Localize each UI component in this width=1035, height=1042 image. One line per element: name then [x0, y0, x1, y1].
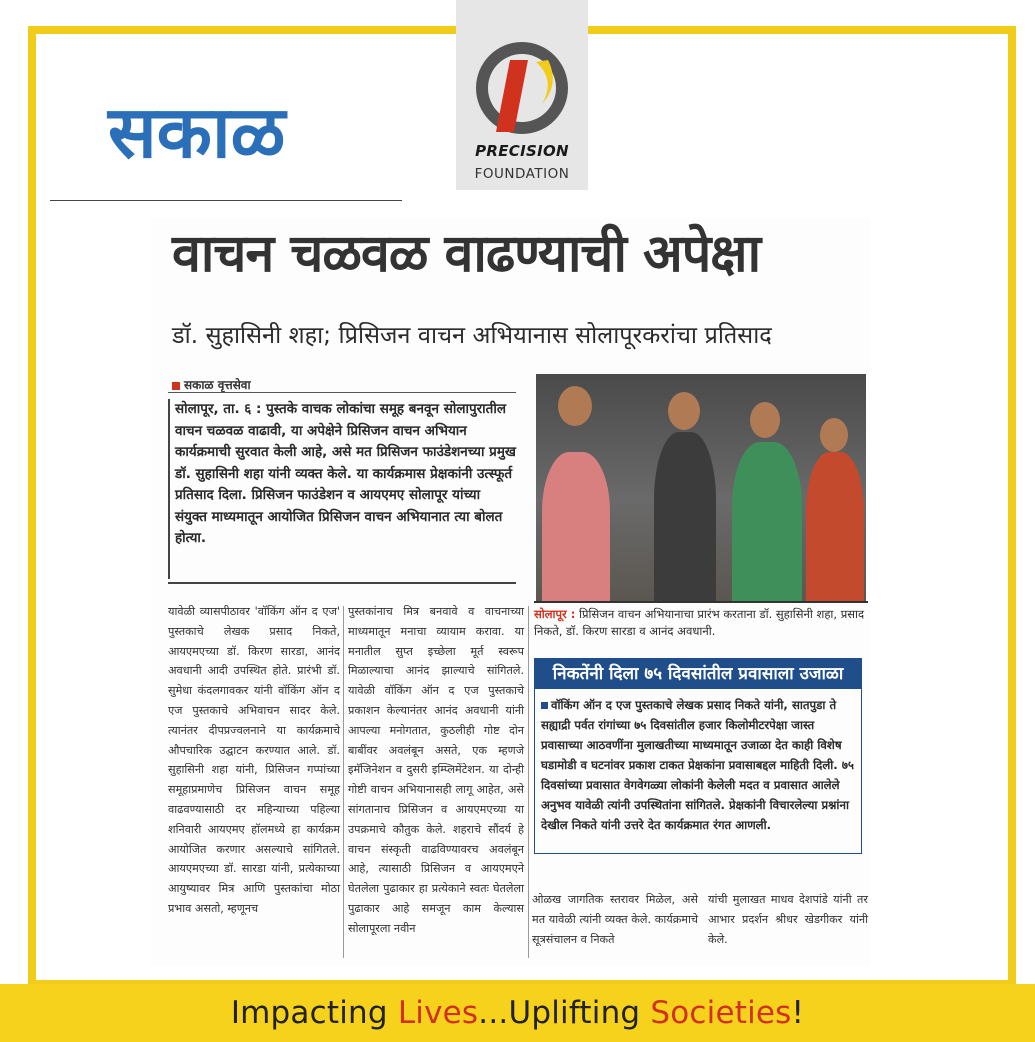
newspaper-clipping: [150, 218, 870, 966]
lead-rule: [168, 582, 516, 584]
tagline-highlight-lives: Lives: [397, 995, 479, 1031]
article-column-4: यांची मुलाखत माधव देशपांडे यांनी तर आभार प्रदर्शन श्रीधर खेडगीकर यांनी केले.: [708, 893, 868, 946]
photo-person-head: [558, 386, 592, 426]
article-subheadline: डॉ. सुहासिनी शहा; प्रिसिजन वाचन अभियानास सोलापूरकरांचा प्रतिसाद: [172, 321, 772, 349]
sidebar-body: [541, 695, 857, 835]
masthead-rule: [50, 200, 402, 201]
photo-person: [732, 442, 802, 602]
logo-foundation-text: FOUNDATION: [474, 166, 570, 182]
sidebar-box: [534, 658, 862, 854]
agency-marker-icon: [172, 382, 180, 390]
photo-person-head: [820, 418, 848, 452]
caption-place: सोलापूर :: [534, 607, 576, 621]
caption-text: प्रिसिजन वाचन अभियानाचा प्रारंभ करताना डॉ. सुहासिनी शहा, प्रसाद निकते, डॉ. किरण सारडा व आनंद अवधानी.: [534, 607, 865, 638]
event-photo: [536, 374, 866, 602]
article-column-3: ओळख जागतिक स्तरावर मिळेल, असे मत यावेळी त्यांनी व्यक्त केले. कार्यक्रमाचे सूत्रसंचालन व निकते: [532, 893, 698, 946]
column-divider: [528, 606, 529, 958]
tagline-part: !: [791, 995, 805, 1031]
photo-person: [542, 452, 610, 602]
logo-precision-text: PRECISION: [475, 142, 569, 160]
tagline-part: Impacting: [230, 995, 398, 1031]
photo-person: [654, 432, 716, 602]
article-lead: सोलापूर, ता. ६ : पुस्तके वाचक लोकांचा समूह बनवून सोलापुरातील वाचन चळवळ वाढावी, या अपेक्षेने प्रिसिजन वाचन अभियान कार्यक्रमाची सुरवात केली आहे, असे मत प्रिसिजन फाउंडेशनच्या प्रमुख डॉ. सुहासिनी शहा यांनी व्यक्त केले. या कार्यक्रमास प्रेक्षकांनी उत्स्फूर्त प्रतिसाद दिला. प्रिसिजन फाउंडेशन व आयएमए सोलापूर यांच्या संयुक्त माध्यमातून आयोजित प्रिसिजन वाचन अभियानात त्या बोलत होत्या.: [168, 399, 516, 579]
tagline-part: ...Uplifting: [478, 995, 651, 1031]
article-column-1: यावेळी व्यासपीठावर 'वॉकिंग ऑन द एज' पुस्तकाचे लेखक प्रसाद निकते, आयएमएच्या डॉ. किरण सारडा, आनंद अवधानी आदी उपस्थित होते. प्रारंभी डॉ. सुमेधा कंदलगावकर यांनी वॉकिंग ऑन द एज पुस्तकाचे अभिवाचन सादर केले. त्यानंतर दीपप्रज्वलनाने या कार्यक्रमाचे औपचारिक उद्घाटन करण्यात आले. डॉ. सुहासिनी शहा यांनी, प्रिसिजन गप्पांच्या समूहाप्रमाणेच प्रिसिजन वाचन समूह वाढवण्यासाठी दर महिन्याच्या पहिल्या शनिवारी आयएमए हॉलमध्ये हा कार्यक्रम आयोजित करणार असल्याचे सांगितले. आयएमएच्या डॉ. सारडा यांनी, प्रत्येकाच्या आयुष्यावर मित्र आणि पुस्तकांचा मोठा प्रभाव असतो, म्हणूनच: [168, 605, 340, 915]
agency-label: सकाळ वृत्तसेवा: [184, 378, 251, 392]
photo-person-head: [668, 392, 700, 430]
agency-rule: [168, 392, 516, 393]
photo-person: [806, 452, 864, 602]
news-agency: [172, 376, 251, 393]
caption-rule: [534, 601, 868, 603]
precision-foundation-logo: [456, 0, 588, 190]
article-headline: वाचन चळवळ वाढण्याची अपेक्षा: [172, 224, 761, 284]
precision-logo-icon: [456, 0, 588, 140]
sidebar-text: वॉकिंग ऑन द एज पुस्तकाचे लेखक प्रसाद निकते यांनी, सातपुडा ते सह्याद्री पर्वत रांगांच्या ७५ दिवसांतील हजार किलोमीटरपेक्षा जास्त प्रवासाच्या आठवणींना मुलाखतीच्या माध्यमातून उजाळा देत काही विशेष घडामोडी व घटनांवर प्रकाश टाकत प्रेक्षकांना प्रवासाबद्दल माहिती दिली. ७५ दिवसांच्या प्रवासात वेगवेगळ्या लोकांनी केलेली मदत व प्रवासात आलेले अनुभव यावेळी त्यांनी उपस्थितांना सांगितले. प्रेक्षकांनी विचारलेल्या प्रश्नांना देखील निकते यांनी उत्तरे देत कार्यक्रमात रंगत आणली.: [541, 698, 854, 832]
newspaper-masthead: सकाळ: [108, 90, 286, 174]
photo-person-head: [750, 402, 780, 438]
photo-caption: [534, 606, 868, 640]
sidebar-marker-icon: [541, 702, 548, 709]
tagline-highlight-societies: Societies: [650, 995, 792, 1031]
footer-tagline: [0, 984, 1035, 1042]
article-column-2: पुस्तकांनाच मित्र बनवावे व वाचनाच्या माध्यमातून मनाचा व्यायाम करावा. या मनातील सुप्त इच्छेला मूर्त स्वरूप मिळाल्याचा आनंद झाल्याचे सांगितले. यावेळी वॉकिंग ऑन द एज पुस्तकाचे प्रकाशन केल्यानंतर आनंद अवधानी यांनी आपल्या मनोगतात, कुठलीही गोष्ट दोन बाबींवर अवलंबून असते, एक म्हणजे इमॅजिनेशन व दुसरी इम्प्लिमेंटेशन. या दोन्ही गोष्टी वाचन अभियानासही लागू आहेत, असे सांगतानाच प्रिसिजन व आयएमएच्या या उपक्रमाचे कौतुक केले. शहराचे सौंदर्य हे वाचन संस्कृती वाढविण्यावरच अवलंबून आहे, त्यासाठी प्रिसिजन व आयएमएने घेतलेला पुढाकार हा प्रत्येकाने स्वतः घेतलेला पुढाकार आहे समजून काम केल्यास सोलापूरला नवीन: [348, 605, 524, 935]
column-divider: [343, 606, 344, 958]
sidebar-title: निकतेंनी दिला ७५ दिवसांतील प्रवासाला उजाळा: [535, 659, 861, 689]
